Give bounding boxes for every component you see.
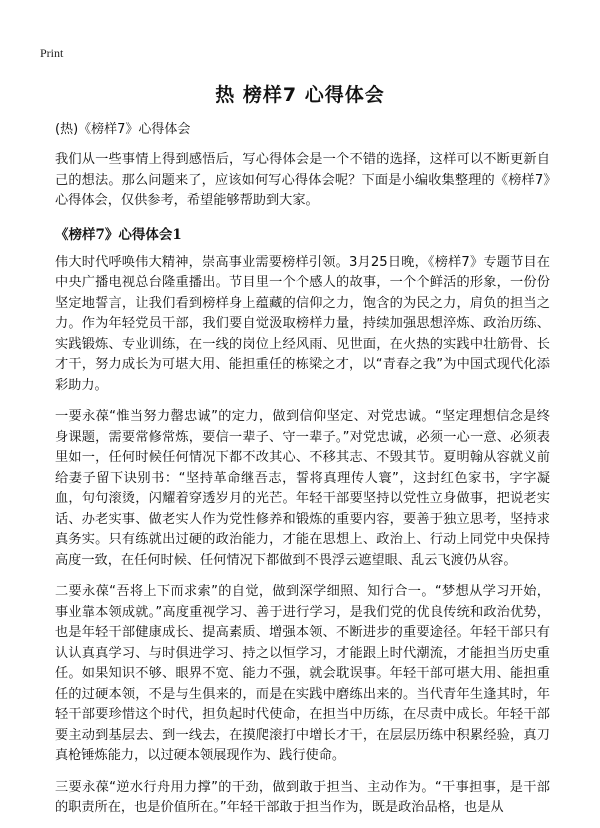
body-paragraph: 二要永葆“吾将上下而求索”的自觉，做到深学细照、知行合一。“梦想从学习开始，事业靠本领成就。”高度重视学习、善于进行学习，是我们党的优良传统和政治优势，也是年轻干部健康成长、提高素质、增强本领、不断进步的重要途径。年轻干部只有认认真真学习、与时俱进学习、持之以恒学习，才能跟上时代潮流，才能担当历史重任。如果知识不够、眼界不宽、能力不强，就会耽误事。年轻干部可堪大用、能担重任的过硬本领，不是与生俱来的，而是在实践中磨练出来的。当代青年生逢其时，年轻干部要珍惜这个时代，担负起时代使命，在担当中历练，在尽责中成长。年轻干部要主动到基层去、到一线去，在摸爬滚打中增长才干，在层层历练中积累经验，真刀真枪锤炼能力，以过硬本领展现作为、践行使命。	[55, 584, 550, 763]
print-label: Print	[40, 46, 64, 60]
section-heading: 《榜样7》心得体会1	[55, 226, 182, 243]
document-body	[55, 120, 550, 828]
intro-paragraph: 我们从一些事情上得到感悟后，写心得体会是一个不错的选择，这样可以不断更新自己的想法。那么问题来了，应该如何写心得体会呢？下面是小编收集整理的《榜样7》心得体会，仅供参考，希望能够帮助到大家。	[55, 152, 550, 208]
document-subtitle: (热)《榜样7》心得体会	[55, 122, 191, 137]
page-title: 热 榜样7 心得体会	[215, 84, 385, 106]
body-paragraph: 一要永葆“惟当努力罄忠诚”的定力，做到信仰坚定、对党忠诚。“坚定理想信念是终身课题，需要常修常炼，要信一辈子、守一辈子。”对党忠诚，必须一心一意、必须表里如一，任何时候任何情况下都不改其心、不移其志、不毁其节。夏明翰从容就义前给妻子留下诀别书：“坚持革命继吾志，誓将真理传人寰”，这封红色家书，字字凝血，句句滚烫，闪耀着穿透岁月的光芒。年轻干部要坚持以党性立身做事，把说老实话、办老实事、做老实人作为党性修养和锻炼的重要内容，要善于独立思考，坚持求真务实。只有练就出过硬的政治能力，才能在思想上、政治上、行动上同党中央保持高度一致，在任何时候、任何情况下都做到不畏浮云遮望眼、乱云飞渡仍从容。	[55, 409, 550, 568]
body-paragraph: 伟大时代呼唤伟大精神，崇高事业需要榜样引领。3月25日晚，《榜样7》专题节目在中央广播电视总台隆重播出。节目里一个个感人的故事，一个个鲜活的形象，一份份坚定地誓言，让我们看到榜样身上蕴藏的信仰之力，饱含的为民之力，肩负的担当之力。作为年轻党员干部，我们要自觉汲取榜样力量，持续加强思想淬炼、政治历练、实践锻炼、专业训练，在一线的岗位上经风雨、见世面，在火热的实践中壮筋骨、长才干，努力成长为可堪大用、能担重任的栋梁之才，以“青春之我”为中国式现代化添彩助力。	[55, 254, 550, 393]
body-paragraph: 三要永葆“逆水行舟用力撑”的干劲，做到敢于担当、主动作为。“干事担事，是干部的职责所在，也是价值所在。”年轻干部敢于担当作为，既是政治品格，也是从	[55, 779, 550, 815]
